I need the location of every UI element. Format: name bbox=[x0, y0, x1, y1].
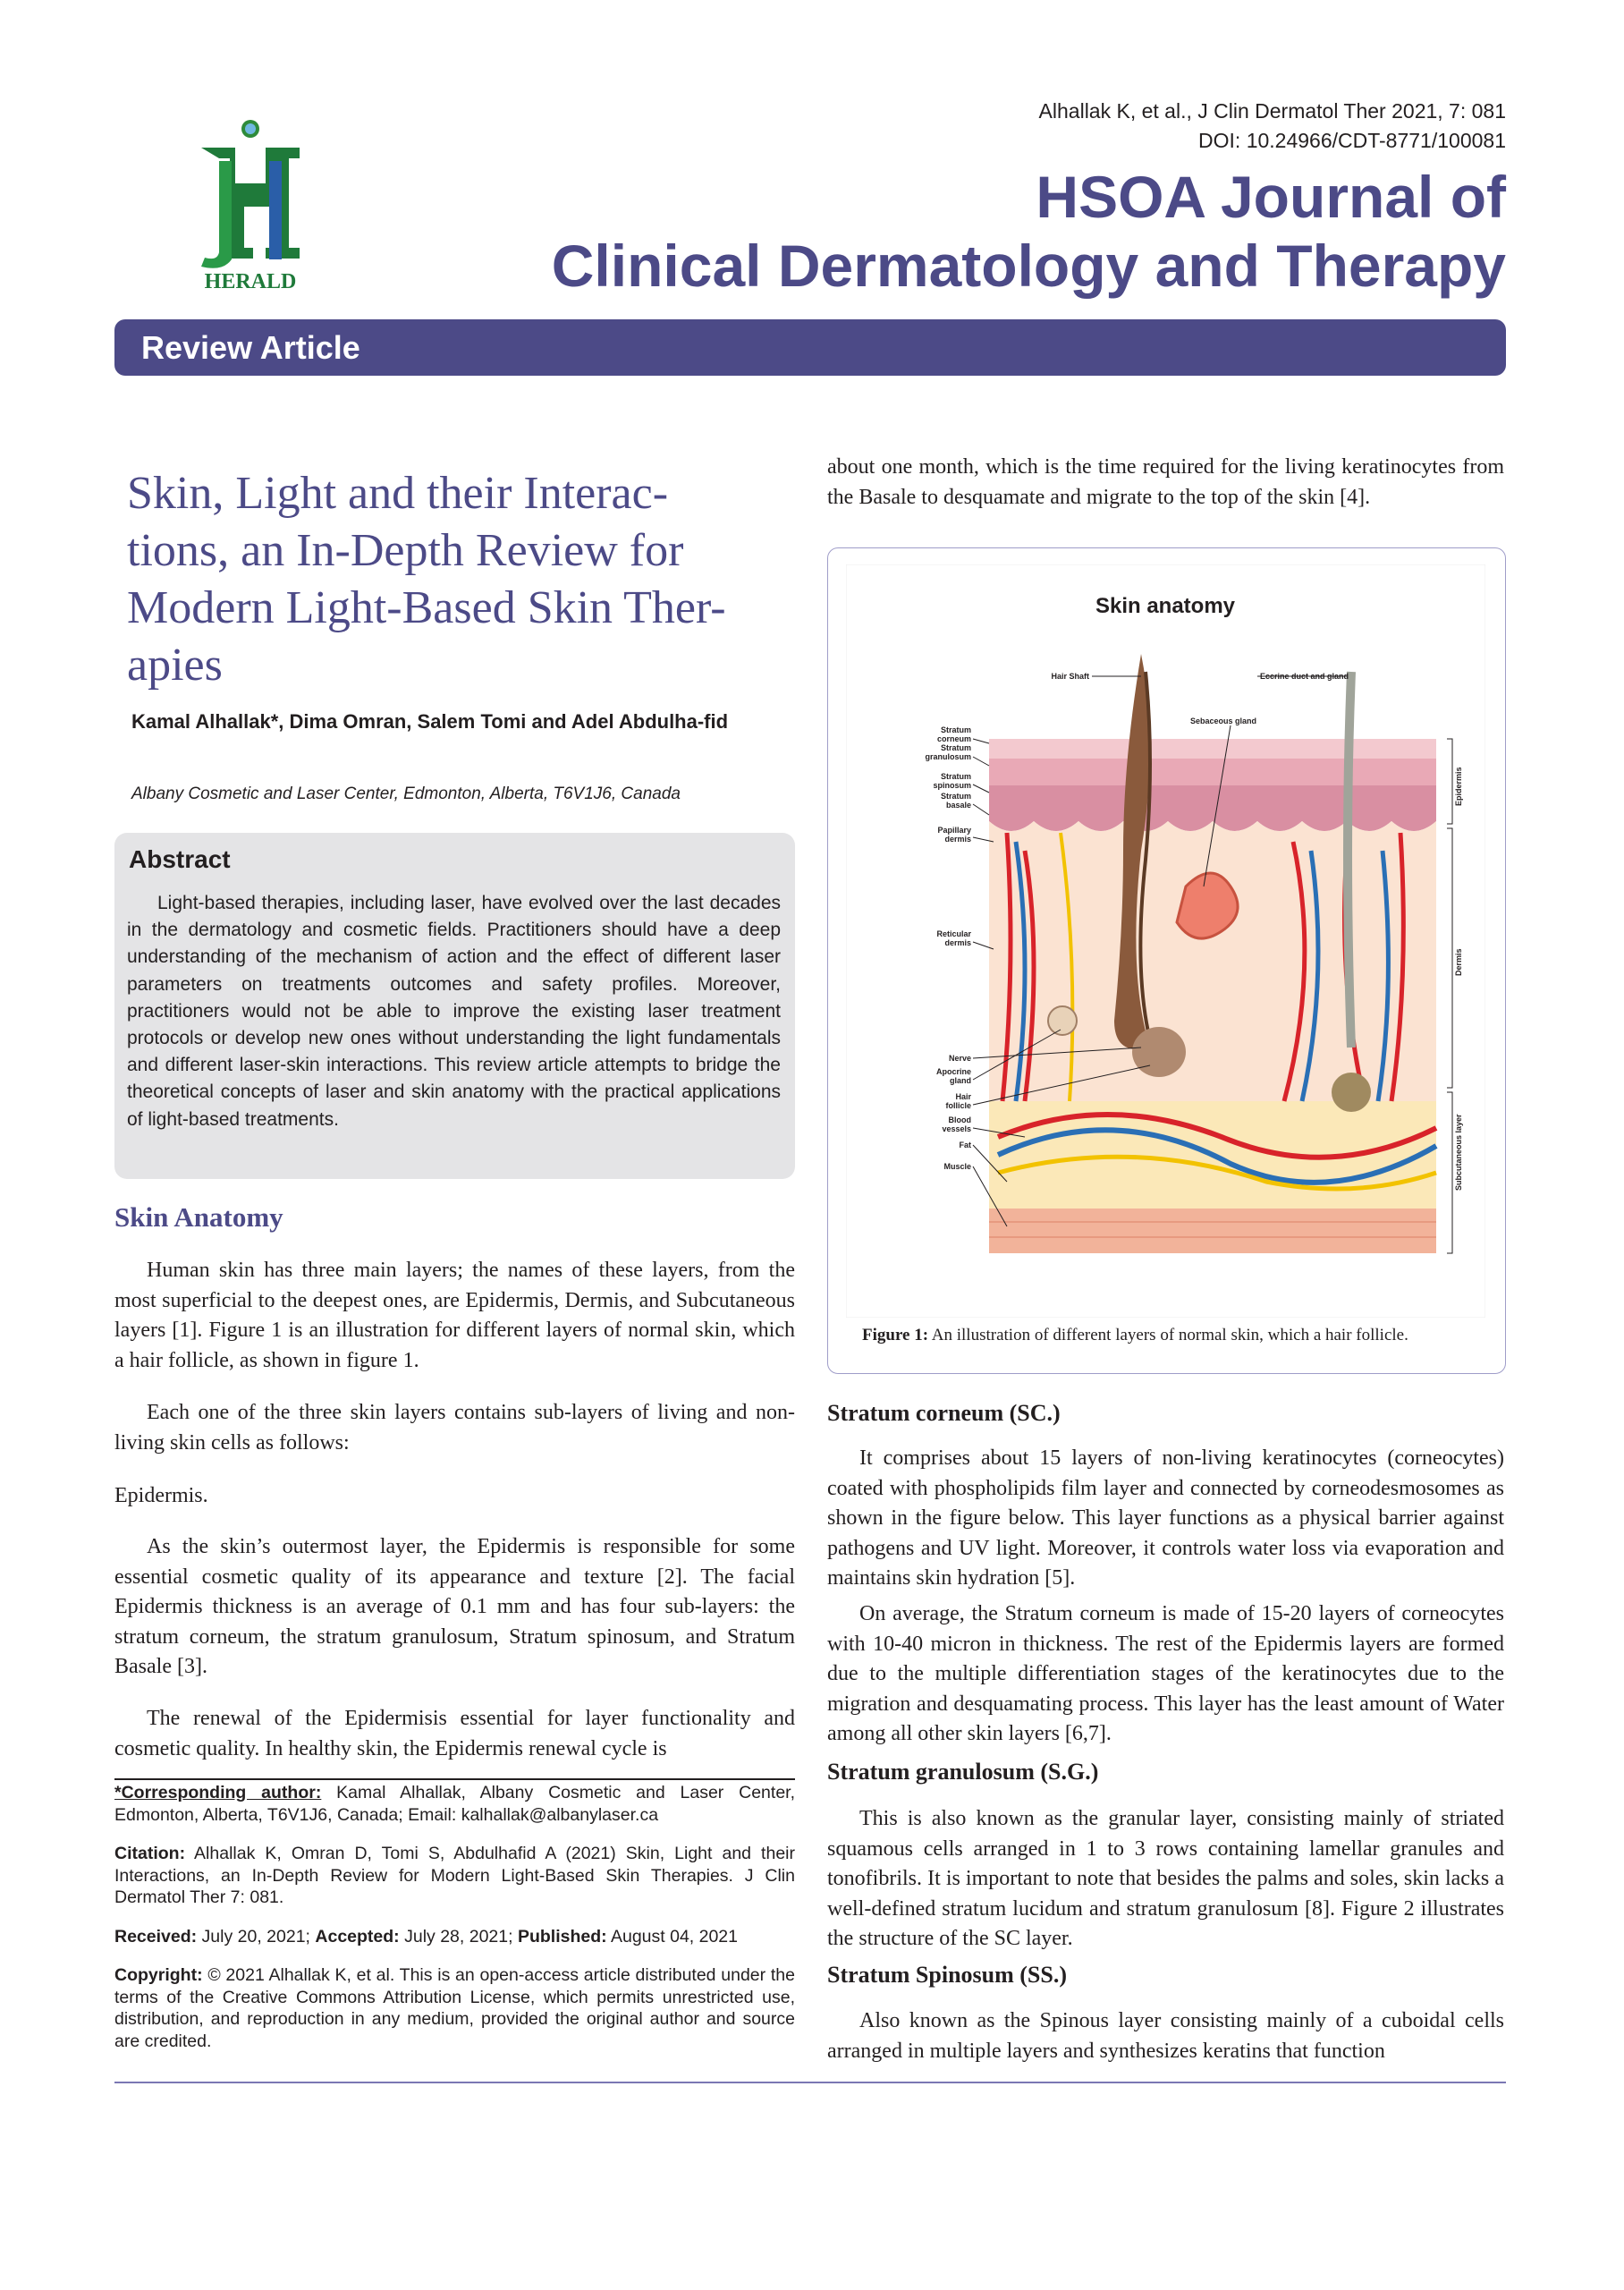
footnote-rule bbox=[114, 1778, 795, 1780]
heading-stratum-corneum: Stratum corneum (SC.) bbox=[827, 1400, 1061, 1426]
paper-title bbox=[127, 465, 807, 694]
label-blood-vessels-2: vessels bbox=[942, 1124, 971, 1133]
label-stratum-corneum-1: Stratum bbox=[940, 725, 971, 734]
paragraph: Human skin has three main layers; the names of these layers, from the most superficial to the deepest ones, are Epidermis, Dermis, and Subcutaneous layers [1]. Figure 1 is an illustration for different layers of normal skin, which a hair follicle, as shown in figure 1. bbox=[114, 1259, 795, 1372]
cite-line: Alhallak K, et al., J Clin Dermatol Ther 2021, 7: 081 bbox=[1038, 99, 1506, 123]
muscle-layer bbox=[989, 1209, 1436, 1253]
bottom-rule bbox=[114, 2082, 1506, 2083]
journal-title-line-2: Clinical Dermatology and Therapy bbox=[551, 233, 1506, 299]
dermis-layer bbox=[989, 821, 1436, 1107]
authors: Kamal Alhallak*, Dima Omran, Salem Tomi and Adel Abdulha-fid bbox=[131, 710, 729, 733]
footnotes bbox=[114, 1782, 795, 2069]
paragraph: The renewal of the Epidermisis essential for layer functionality and cosmetic quality. In healthy skin, the Epidermis renewal cycle is bbox=[114, 1707, 795, 1760]
title-line: Modern Light-Based Skin Ther- bbox=[127, 582, 726, 633]
corresponding-author bbox=[114, 1782, 795, 1826]
header-citation bbox=[1039, 97, 1506, 156]
label-reticular-dermis-2: dermis bbox=[944, 938, 971, 947]
title-line: apies bbox=[127, 640, 223, 691]
accepted-date: July 28, 2021; bbox=[399, 1926, 518, 1946]
paragraph: This is also known as the granular layer, consisting mainly of striated squamous cells arranged in 1 to 3 rows containing lamellar granules and tonofibrils. It is important to note that besides the palms and soles, skin lacks a well-defined stratum lucidum and stratum granulosum [8]. Figure 2 illustrates the structure of the SC layer. bbox=[827, 1807, 1504, 1950]
published-label: Published: bbox=[517, 1926, 607, 1946]
label-nerve: Nerve bbox=[948, 1054, 971, 1063]
article-type: Review Article bbox=[141, 329, 360, 366]
citation bbox=[114, 1843, 795, 1909]
label-stratum-granulosum-2: granulosum bbox=[925, 752, 971, 761]
heading-stratum-granulosum: Stratum granulosum (S.G.) bbox=[827, 1759, 1099, 1785]
label-stratum-spinosum-2: spinosum bbox=[933, 781, 971, 790]
received-date: July 20, 2021; bbox=[197, 1926, 316, 1946]
figure-title: Skin anatomy bbox=[1095, 594, 1236, 618]
paragraph: It comprises about 15 layers of non-living keratinocytes (corneocytes) coated with phospholipids film layer and connected by corneodesmosomes as shown in the figure below. This layer functions as a physical barrier against pathogens and UV light. Moreover, it controls water loss via evaporation and maintains skin hydration [5]. bbox=[827, 1446, 1504, 1590]
label-muscle: Muscle bbox=[943, 1162, 971, 1171]
figure-1 bbox=[827, 547, 1506, 1374]
paragraph: about one month, which is the time required for the living keratinocytes from the Basale to desquamate and migrate to the top of the skin [4]. bbox=[827, 455, 1504, 509]
caption-text: An illustration of different layers of normal skin, which a hair follicle. bbox=[928, 1326, 1408, 1344]
article-type-band bbox=[114, 319, 1506, 376]
label-stratum-basale-1: Stratum bbox=[940, 792, 971, 801]
journal-title bbox=[552, 163, 1506, 301]
accepted-label: Accepted: bbox=[315, 1926, 400, 1946]
citation-label: Citation: bbox=[114, 1844, 186, 1863]
paragraph: As the skin’s outermost layer, the Epidermis is responsible for some essential cosmetic quality of its appearance and texture [2]. The facial Epidermis thickness is an average of 0.1 mm and has four sub-layers: the stratum corneum, the stratum granulosum, Stratum spinosum, and Stratum Basale [3]. bbox=[114, 1535, 795, 1678]
label-blood-vessels-1: Blood bbox=[948, 1115, 971, 1124]
copyright bbox=[114, 1964, 795, 2052]
title-line: Skin, Light and their Interac- bbox=[127, 468, 669, 519]
paragraph: Epidermis. bbox=[114, 1484, 208, 1507]
skin-anatomy-illustration bbox=[846, 564, 1485, 1318]
label-fat: Fat bbox=[959, 1141, 971, 1149]
herald-logo bbox=[183, 116, 317, 295]
published-date: August 04, 2021 bbox=[606, 1926, 738, 1946]
label-stratum-basale-2: basale bbox=[945, 801, 971, 810]
heading-stratum-spinosum: Stratum Spinosum (SS.) bbox=[827, 1962, 1068, 1988]
label-dermis: Dermis bbox=[1454, 948, 1463, 976]
label-papillary-dermis-1: Papillary bbox=[937, 826, 971, 835]
label-apocrine-gland-2: gland bbox=[950, 1076, 971, 1085]
label-hair-shaft: Hair Shaft bbox=[1051, 672, 1089, 681]
label-stratum-granulosum-1: Stratum bbox=[940, 743, 971, 752]
abstract-text: Light-based therapies, including laser, have evolved over the last decades in the dermatology and cosmetic fields. Practitioners should have a deep understanding of the mechanism of action and the effect of different laser parameters on treatments outcomes and safety profiles. Moreover, practitioners would not be able to improve the existing laser treatment protocols or develop new ones without understanding the light fundamentals and different laser-skin interactions. This review article attempts to bridge the theoretical concepts of laser and skin anatomy with the practical applications of light-based treatments. bbox=[127, 893, 781, 1130]
abstract-box bbox=[114, 833, 795, 1179]
logo-text: HERALD bbox=[204, 270, 297, 293]
copyright-text: © 2021 Alhallak K, et al. This is an open-access article distributed under the terms of the Creative Commons Attribution License, which permits unrestricted use, distribution, and reproduction in any medium, provided the original author and source are credited. bbox=[114, 1965, 795, 2051]
copyright-label: Copyright: bbox=[114, 1965, 203, 1985]
label-subcutaneous: Subcutaneous layer bbox=[1454, 1114, 1463, 1191]
label-papillary-dermis-2: dermis bbox=[944, 835, 971, 844]
paragraph: Also known as the Spinous layer consisting mainly of a cuboidal cells arranged in multiple layers and synthesizes keratins that function bbox=[827, 2009, 1504, 2063]
label-stratum-corneum-2: corneum bbox=[936, 734, 971, 743]
paragraph: Each one of the three skin layers contains sub-layers of living and non-living skin cells as follows: bbox=[114, 1401, 795, 1455]
caption-label: Figure 1: bbox=[862, 1326, 929, 1344]
label-hair-follicle-2: follicle bbox=[945, 1101, 971, 1110]
title-line: tions, an In-Depth Review for bbox=[127, 525, 684, 576]
paragraph: On average, the Stratum corneum is made of 15-20 layers of corneocytes with 10-40 micron in thickness. The rest of the Epidermis layers are formed due to the multiple differentiation stages of the keratinocytes due to the migration and desquamating process. This layer has the least amount of Water among all other skin layers [6,7]. bbox=[827, 1602, 1504, 1745]
journal-title-line-1: HSOA Journal of bbox=[1036, 164, 1506, 230]
corr-label: *Corresponding author: bbox=[114, 1783, 322, 1802]
citation-text: Alhallak K, Omran D, Tomi S, Abdulhafid A (2021) Skin, Light and their Interactions, an In-Depth Review for Modern Light-Based Skin Therapies. J Clin Dermatol Ther 7: 081. bbox=[114, 1844, 795, 1907]
corr-text: Kamal Alhallak, Albany Cosmetic and Laser Center, Edmonton, Alberta, T6V1J6, Canada; Email: kalhallak@albanylaser.ca bbox=[114, 1783, 795, 1825]
label-hair-follicle-1: Hair bbox=[955, 1092, 971, 1101]
label-sebaceous-gland: Sebaceous gland bbox=[1190, 717, 1257, 725]
received-label: Received: bbox=[114, 1926, 198, 1946]
doi-line: DOI: 10.24966/CDT-8771/100081 bbox=[1198, 129, 1506, 152]
affiliation: Albany Cosmetic and Laser Center, Edmonton, Alberta, T6V1J6, Canada bbox=[131, 785, 681, 803]
dates bbox=[114, 1926, 795, 1948]
abstract-heading: Abstract bbox=[129, 845, 231, 873]
figure-caption bbox=[862, 1326, 1479, 1345]
label-eccrine: Eccrine duct and gland bbox=[1260, 672, 1349, 681]
section-heading-skin-anatomy: Skin Anatomy bbox=[114, 1201, 283, 1233]
stratum-corneum-layer bbox=[989, 739, 1436, 759]
label-stratum-spinosum-1: Stratum bbox=[940, 772, 971, 781]
label-reticular-dermis-1: Reticular bbox=[936, 929, 971, 938]
label-apocrine-gland-1: Apocrine bbox=[935, 1067, 971, 1076]
stratum-granulosum-layer bbox=[989, 759, 1436, 785]
label-epidermis: Epidermis bbox=[1454, 767, 1463, 806]
